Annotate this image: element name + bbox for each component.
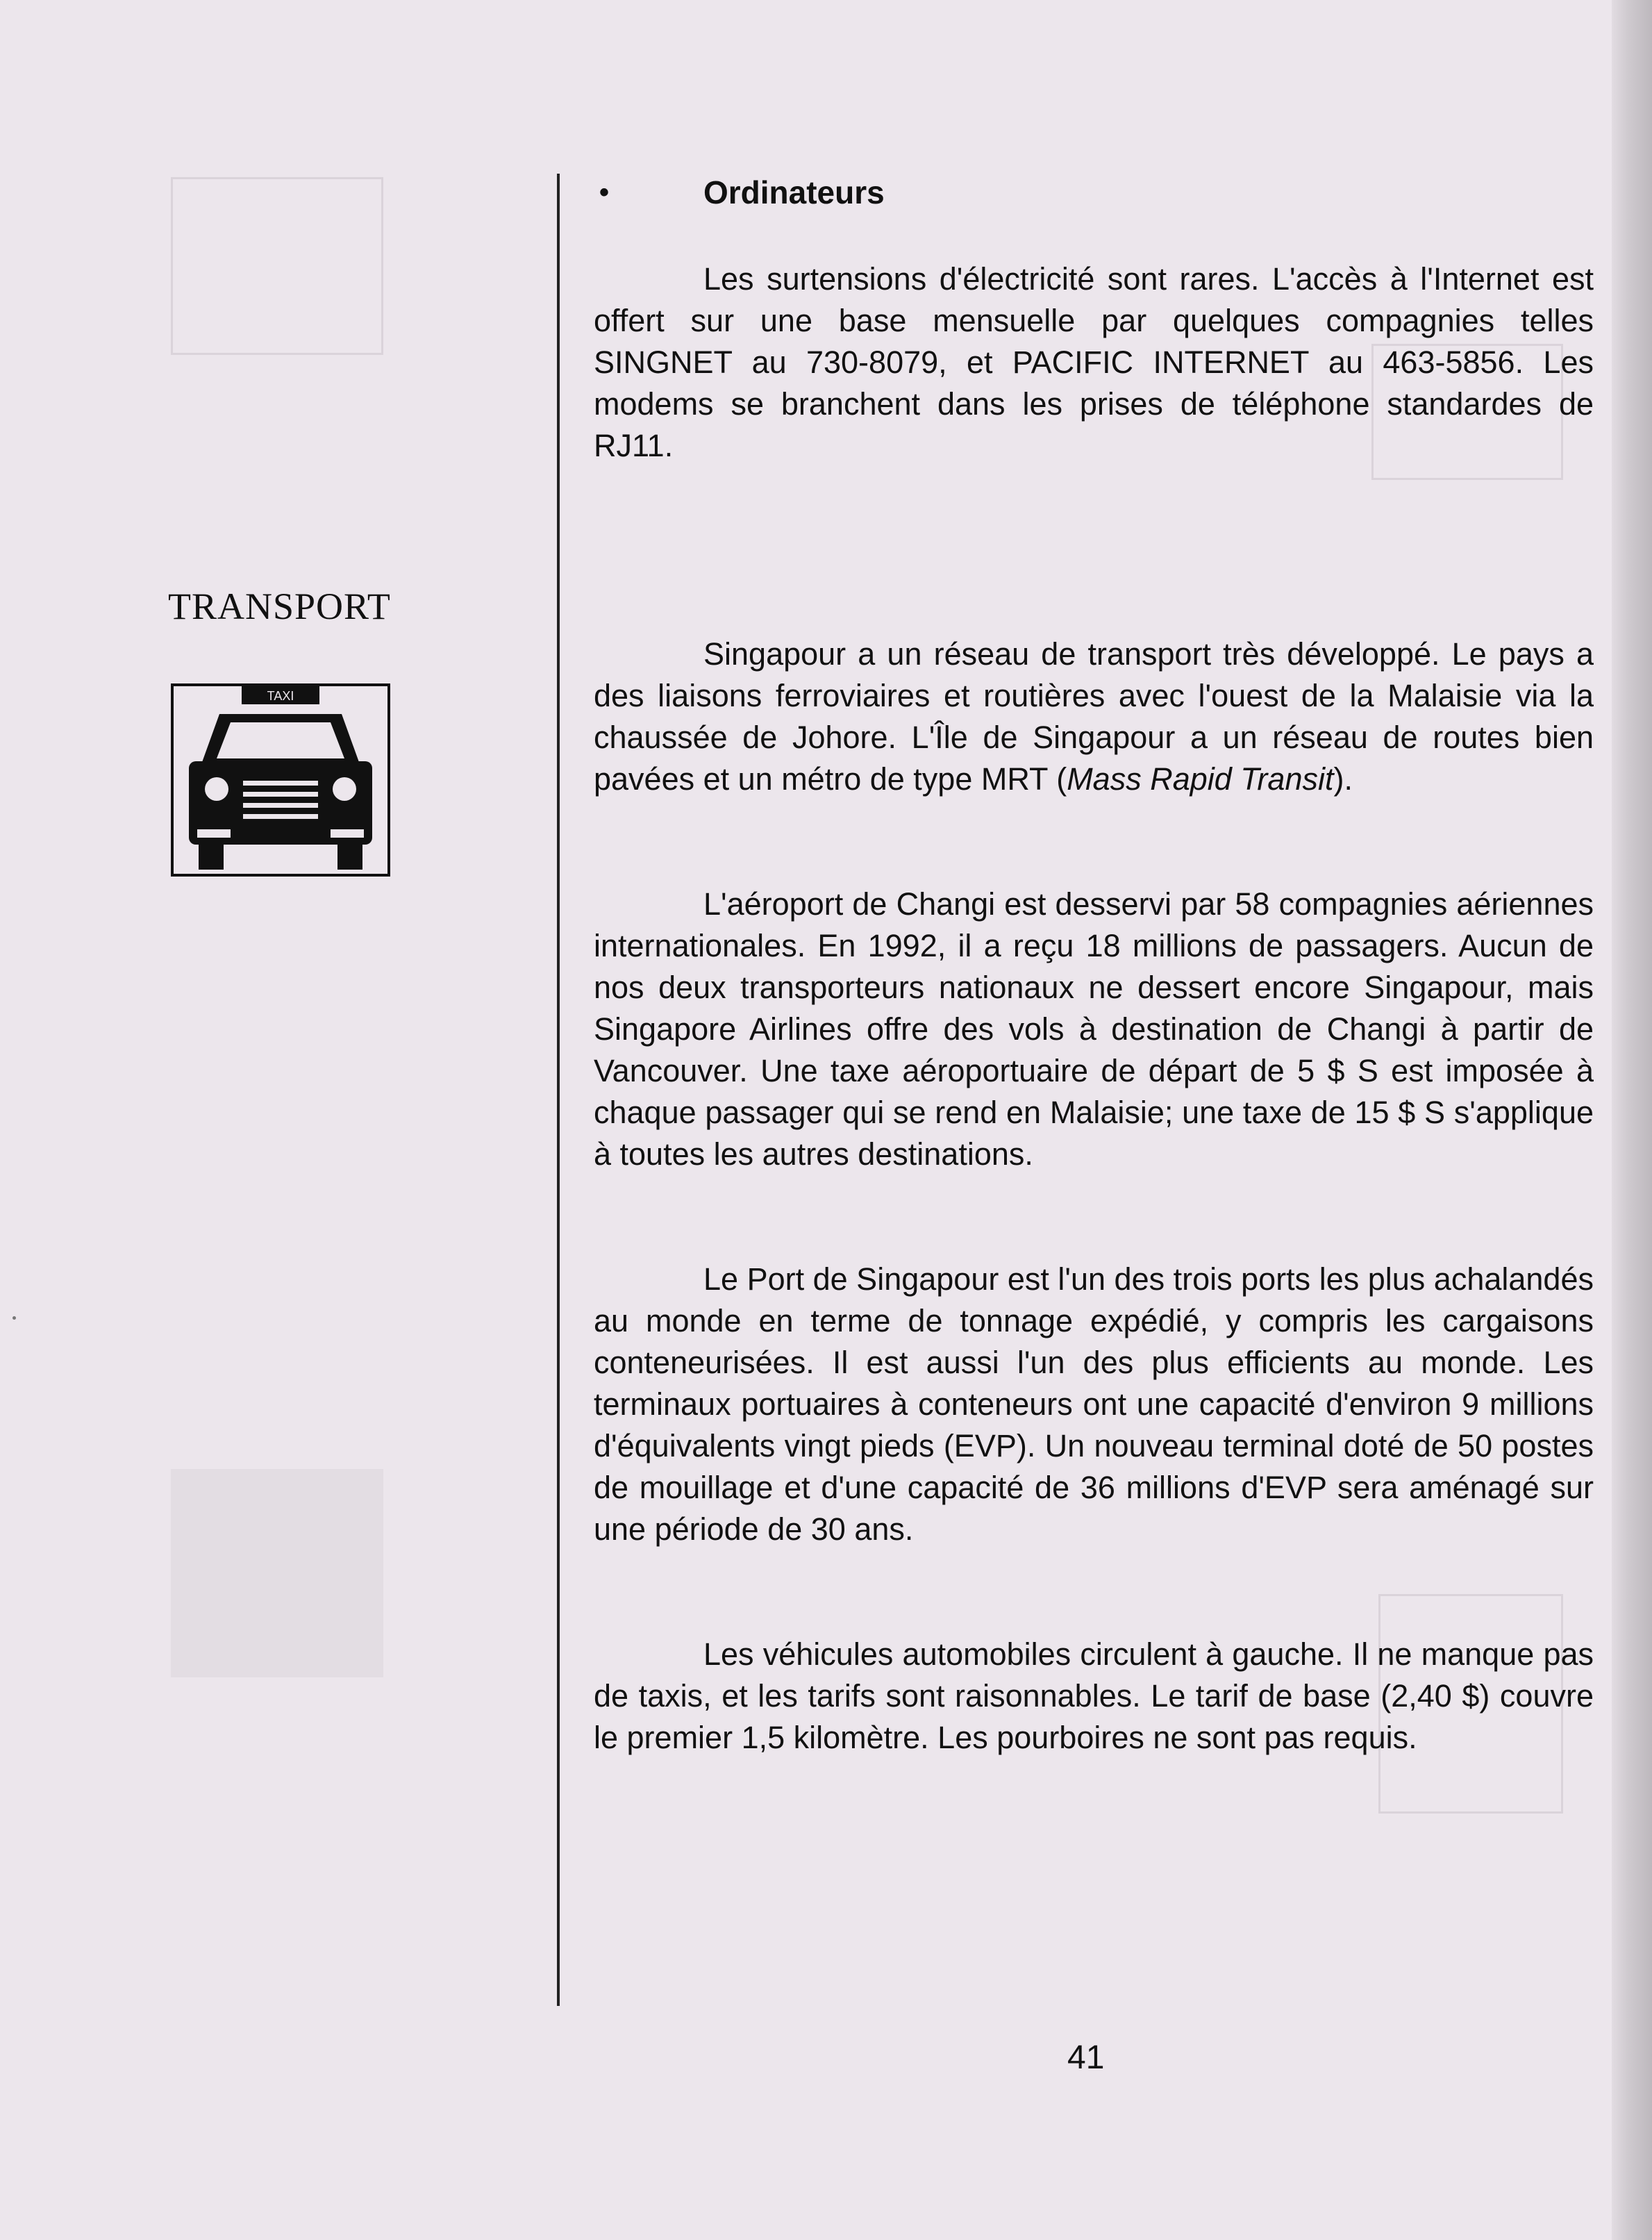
paragraph-transport-network [594, 633, 1594, 800]
scan-speck [12, 1316, 16, 1320]
column-divider [557, 174, 560, 2006]
section-heading-ordinateurs [599, 174, 885, 211]
sidebar-heading-transport: TRANSPORT [168, 586, 391, 627]
paragraph-port: Le Port de Singapour est l'un des trois ports les plus achalandés au monde en terme de tonnage expédié, y compris les cargaisons conteneurisées. Il est aussi l'un des plus efficients au monde. Les terminaux portuaires à conteneurs ont une capacité d'environ 9 millions d'équivalents vingt pieds (EVP). Un nouveau terminal doté de 50 postes de mouillage et d'une capacité de 36 millions d'EVP sera aménagé sur une période de 30 ans. [594, 1261, 1594, 1547]
page-number: 41 [1067, 2039, 1105, 2076]
section-heading-label: Ordinateurs [703, 174, 885, 210]
paragraph-italic-text: Mass Rapid Transit [1067, 761, 1334, 797]
taxi-sign-text: TAXI [267, 689, 294, 703]
taxi-icon [171, 683, 390, 877]
paragraph-ordinateurs: Les surtensions d'électricité sont rares. L'accès à l'Internet est offert sur une base mensuelle par quelques compagnies telles SINGNET au 730-8079, et PACIFIC INTERNET au 463-5856. Les modems se branchent dans les prises de téléphone standardes de RJ11. [594, 261, 1594, 463]
show-through-box [171, 1469, 383, 1677]
paragraph-text: ). [1333, 761, 1353, 797]
paragraph-text: Singapour a un réseau de transport très développé. Le pays a des liaisons ferroviaires et routières avec l'ouest de la Malaisie via la chaussée de Johore. L'Île de Singapour a un réseau de routes bien pavées et un métro de type MRT ( [594, 636, 1594, 797]
paragraph-airport: L'aéroport de Changi est desservi par 58 compagnies aériennes internationales. En 1992, il a reçu 18 millions de passagers. Aucun de nos deux transporteurs nationaux ne dessert encore Singapour, mais Singapore Airlines offre des vols à destination de Changi à partir de Vancouver. Une taxe aéroportuaire de départ de 5 $ S est imposée à chaque passager qui se rend en Malaisie; une taxe de 15 $ S s'applique à toutes les autres destinations. [594, 886, 1594, 1172]
page-edge [1612, 0, 1652, 2240]
bullet: • [599, 176, 610, 208]
paragraph-vehicles: Les véhicules automobiles circulent à gauche. Il ne manque pas de taxis, et les tarifs sont raisonnables. Le tarif de base (2,40 $) couvre le premier 1,5 kilomètre. Les pourboires ne sont pas requis. [594, 1636, 1594, 1755]
show-through-box [171, 177, 383, 355]
